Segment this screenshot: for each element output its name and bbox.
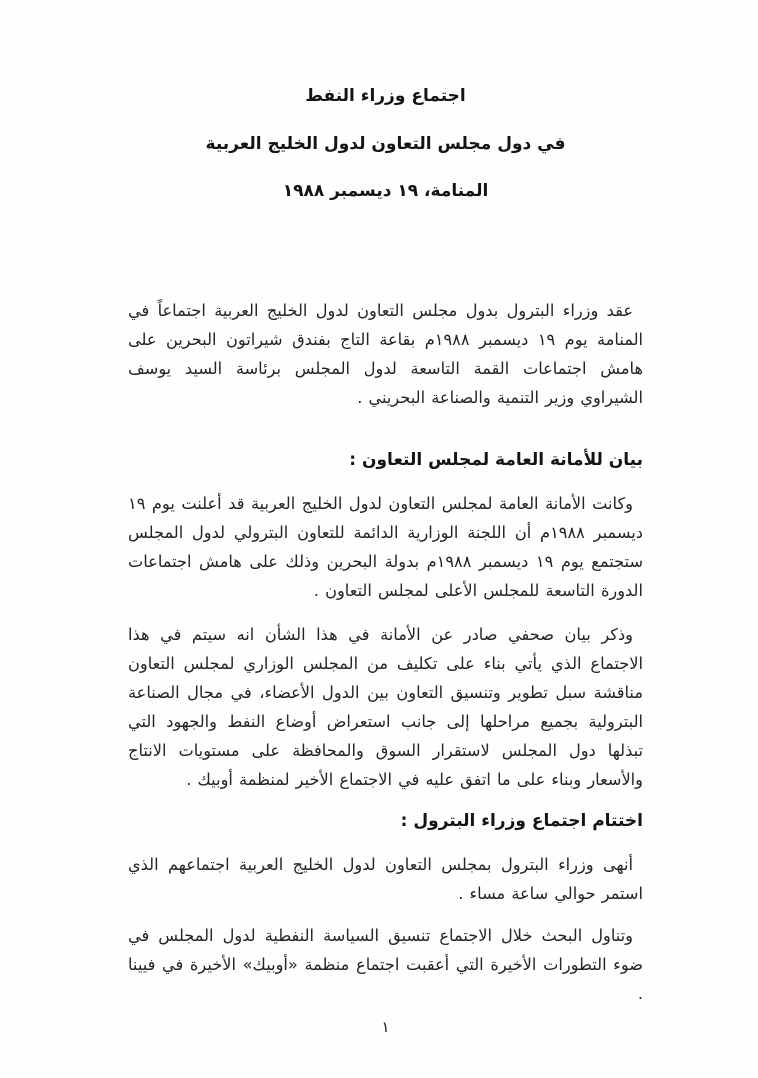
- page-number: ١: [381, 1018, 390, 1036]
- section-paragraph: أنهى وزراء البترول بمجلس التعاون لدول الخليج العربية اجتماعهم الذي استمر حوالي ساعة مساء .: [128, 855, 643, 903]
- document-dateline: المنامة، ١٩ ديسمبر ١٩٨٨: [282, 181, 489, 201]
- document-body: [128, 0, 643, 1008]
- section-heading-meeting-conclusion: اختتام اجتماع وزراء البترول :: [400, 811, 643, 831]
- document-title: اجتماع وزراء النفط: [305, 86, 466, 106]
- section-paragraph: وتناول البحث خلال الاجتماع تنسيق السياسة النفطية لدول المجلس في ضوء التطورات الأخيرة التي أعقبت اجتماع منظمة «أوبيك» الأخيرة في فيينا .: [128, 926, 643, 1003]
- section-paragraph: وذكر بيان صحفي صادر عن الأمانة في هذا الشأن انه سيتم في هذا الاجتماع الذي يأتي بناء على تكليف من المجلس الوزاري لمجلس التعاون مناقشة سبل تطوير وتنسيق التعاون بين الدول الأعضاء، في مجال الصناعة البترولية بجميع مراحلها إلى جانب استعراض أوضاع النفط والجهود التي تبذلها دول المجلس لاستقرار السوق والمحافظة على مستويات الانتاج والأسعار وبناء على ما اتفق عليه في الاجتماع الأخير لمنظمة أوبيك .: [128, 625, 643, 789]
- section-heading-secretariat-statement: بيان للأمانة العامة لمجلس التعاون :: [349, 450, 643, 470]
- intro-paragraph: عقد وزراء البترول بدول مجلس التعاون لدول الخليج العربية اجتماعاً في المنامة يوم ١٩ ديسمبر ١٩٨٨م بقاعة التاج بفندق شيراتون البحرين على هامش اجتماعات القمة التاسعة لدول المجلس برئاسة السيد يوسف الشيراوي وزير التنمية والصناعة البحريني .: [128, 301, 643, 407]
- section-paragraph: وكانت الأمانة العامة لمجلس التعاون لدول الخليج العربية قد أعلنت يوم ١٩ ديسمبر ١٩٨٨م أن اللجنة الوزارية الدائمة للتعاون البترولي لدول المجلس ستجتمع يوم ١٩ ديسمبر ١٩٨٨م بدولة البحرين وذلك على هامش اجتماعات الدورة التاسعة للمجلس الأعلى لمجلس التعاون .: [128, 494, 644, 600]
- document-subtitle: في دول مجلس التعاون لدول الخليج العربية: [205, 134, 566, 154]
